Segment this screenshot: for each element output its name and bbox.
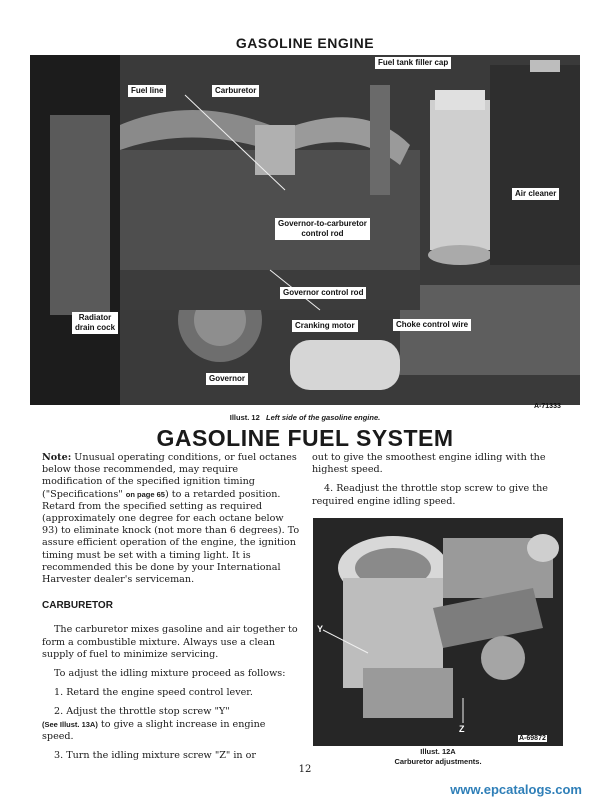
carburetor-photo [313, 518, 563, 746]
note-part1: Unusual operating conditions, or fuel octanes below those recommended, may require modification of the specified ignition timing ("Specifications" [42, 452, 297, 500]
figure2-label-z: Z [459, 724, 465, 734]
page-number: 12 [298, 764, 312, 775]
figure1-caption-label: Illust. 12 [229, 413, 260, 422]
figure2-ref-number: A-69872 [519, 735, 546, 742]
step-2-part1: 2. Adjust the throttle stop screw "Y" [54, 706, 230, 718]
carburetor-photo-illustration [313, 518, 563, 746]
figure1-caption-text: Left side of the gasoline engine. [266, 413, 381, 422]
note-label: Note: [42, 452, 72, 463]
note-paragraph [42, 452, 300, 586]
callout-radiator-drain-line1: Radiator [78, 313, 112, 322]
step-2-ref: (See Illust. 13A) [42, 719, 98, 729]
callout-governor-to-carburetor-line2: control rod [301, 229, 344, 238]
callout-governor-control-rod: Governor control rod [280, 287, 366, 299]
carburetor-paragraph-1: The carburetor mixes gasoline and air together to form a combustible mixture. Always use a clean supply of fuel to minimize servicing. [42, 624, 298, 660]
right-column [312, 452, 582, 515]
callout-radiator-drain-cock [72, 312, 118, 334]
figure1-ref-number: A-71333 [534, 403, 561, 410]
figure2-caption-label: Illust. 12A [420, 747, 456, 756]
callout-choke-control-wire: Choke control wire [393, 319, 471, 331]
carburetor-paragraph-2: To adjust the idling mixture proceed as follows: [54, 668, 286, 680]
page-title: GASOLINE FUEL SYSTEM [156, 425, 454, 451]
figure2-label-y: Y [317, 624, 324, 634]
step-2 [42, 706, 300, 743]
callout-radiator-drain-line2: drain cock [75, 323, 116, 332]
left-column [42, 452, 300, 769]
step-1: 1. Retard the engine speed control lever. [54, 687, 253, 699]
callout-governor-to-carburetor-rod [275, 218, 370, 240]
engine-photo [30, 55, 580, 405]
figure1-caption [0, 413, 610, 422]
callout-governor: Governor [206, 373, 248, 385]
step-2-part2: to give a slight increase in engine speed. [42, 718, 266, 742]
note-page-ref: on page 65 [125, 489, 165, 499]
note-part2: ) to a retarded position. Retard from the specified setting as required (approximately one degree for each octane below 93) to eliminate knock (not more than 6 degrees). To assure efficient operation of the engine, the ignition timing must be set with a timing light. It is recommended this be done by your International Harvester dealer's serviceman. [42, 488, 300, 586]
callout-air-cleaner: Air cleaner [512, 188, 559, 200]
section-heading-carburetor: CARBURETOR [42, 600, 113, 612]
page-header: GASOLINE ENGINE [235, 35, 375, 51]
step-3-continued: out to give the smoothest engine idling with the highest speed. [312, 452, 546, 476]
figure2-caption-text: Carburetor adjustments. [394, 757, 482, 766]
step-4: 4. Readjust the throttle stop screw to give the required engine idling speed. [312, 483, 548, 507]
callout-governor-to-carburetor-line1: Governor-to-carburetor [278, 219, 367, 228]
callout-cranking-motor: Cranking motor [292, 320, 358, 332]
callout-carburetor: Carburetor [212, 85, 259, 97]
callout-fuel-tank-filler-cap: Fuel tank filler cap [375, 57, 451, 69]
watermark: www.epcatalogs.com [450, 782, 582, 797]
step-3: 3. Turn the idling mixture screw "Z" in or [54, 750, 257, 762]
callout-fuel-line: Fuel line [128, 85, 166, 97]
